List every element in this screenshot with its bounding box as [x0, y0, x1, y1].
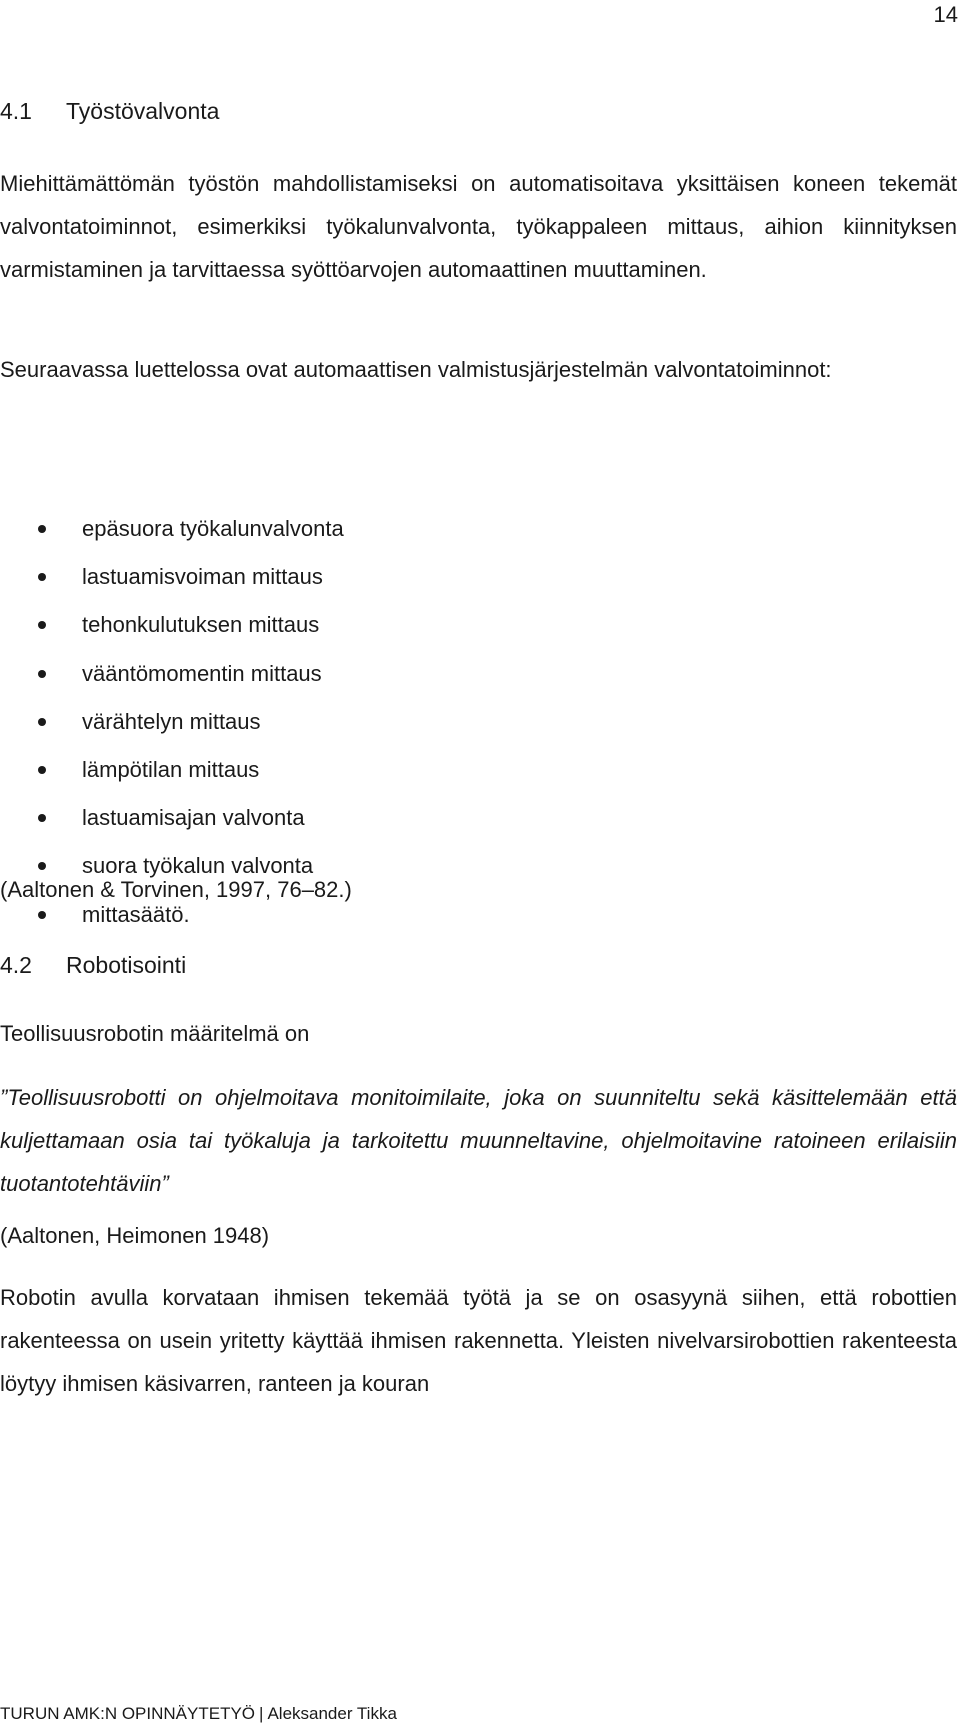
section-title: Robotisointi: [66, 952, 187, 978]
list-item-label: lastuamisajan valvonta: [82, 805, 305, 831]
list-item-label: suora työkalun valvonta: [82, 853, 314, 879]
citation-aaltonen-torvinen: (Aaltonen & Torvinen, 1997, 76‒82.): [0, 877, 352, 902]
bullet-icon: [38, 525, 46, 533]
page-number: 14: [933, 2, 958, 27]
list-item-label: tehonkulutuksen mittaus: [82, 612, 320, 638]
paragraph-list-intro-text: Seuraavassa luettelossa ovat automaattisen valmistusjärjestelmän valvontatoiminnot:: [0, 357, 832, 382]
list-item: [0, 698, 344, 746]
definition-intro: Teollisuusrobotin määritelmä on: [0, 1021, 310, 1046]
section-number: 4.1: [0, 98, 32, 124]
paragraph-robot-structure: Robotin avulla korvataan ihmisen tekemää työtä ja se on osasyynä siihen, että robottien rakenteessa on usein yritetty käyttää ihmisen rakennetta. Yleisten nivelvarsirobottien rakenteesta löytyy ihmisen käsivarren, ranteen ja kouran: [0, 1285, 957, 1396]
section-title: Työstövalvonta: [66, 98, 220, 124]
citation-aaltonen-heimonen: (Aaltonen, Heimonen 1948): [0, 1223, 270, 1248]
list-item: [0, 505, 344, 553]
footer-separator: |: [259, 1704, 264, 1723]
paragraph-monitoring-intro: Miehittämättömän työstön mahdollistamiseksi on automatisoitava yksittäisen koneen tekemät valvontatoiminnot, esimerkiksi työkalunvalvonta, työkappaleen mittaus, aihion kiinnityksen varmistaminen ja tarvittaessa syöttöarvojen automaattinen muuttaminen.: [0, 171, 957, 282]
list-item-label: mittasäätö.: [82, 901, 190, 927]
footer-institution: TURUN AMK:N OPINNÄYTETYÖ: [0, 1704, 256, 1723]
list-item: [0, 794, 344, 842]
list-item: [0, 601, 344, 649]
list-item: [0, 553, 344, 601]
robot-definition-quote: ”Teollisuusrobotti on ohjelmoitava monitoimilaite, joka on suunniteltu sekä käsittelemään että kuljettamaan osia tai työkaluja ja tarkoitettu muunneltavine, ohjelmoitavine ratoineen erilaisiin tuotantotehtäviin”: [0, 1085, 957, 1196]
bullet-icon: [38, 911, 46, 919]
list-item-label: vääntömomentin mittaus: [82, 660, 322, 686]
section-heading-4-2: [0, 952, 186, 979]
bullet-icon: [38, 718, 46, 726]
section-number: 4.2: [0, 952, 32, 978]
bullet-icon: [38, 766, 46, 774]
footer-author: Aleksander Tikka: [267, 1704, 397, 1723]
list-item: [0, 746, 344, 794]
list-item-label: lastuamisvoiman mittaus: [82, 564, 323, 590]
bullet-icon: [38, 621, 46, 629]
list-item-label: värähtelyn mittaus: [82, 708, 261, 734]
section-heading-4-1: [0, 98, 219, 125]
bullet-icon: [38, 814, 46, 822]
list-item-label: epäsuora työkalunvalvonta: [82, 516, 344, 542]
list-item: [0, 650, 344, 698]
list-item-label: lämpötilan mittaus: [82, 757, 260, 783]
bullet-icon: [38, 670, 46, 678]
bullet-icon: [38, 573, 46, 581]
page-footer: [0, 1704, 397, 1724]
